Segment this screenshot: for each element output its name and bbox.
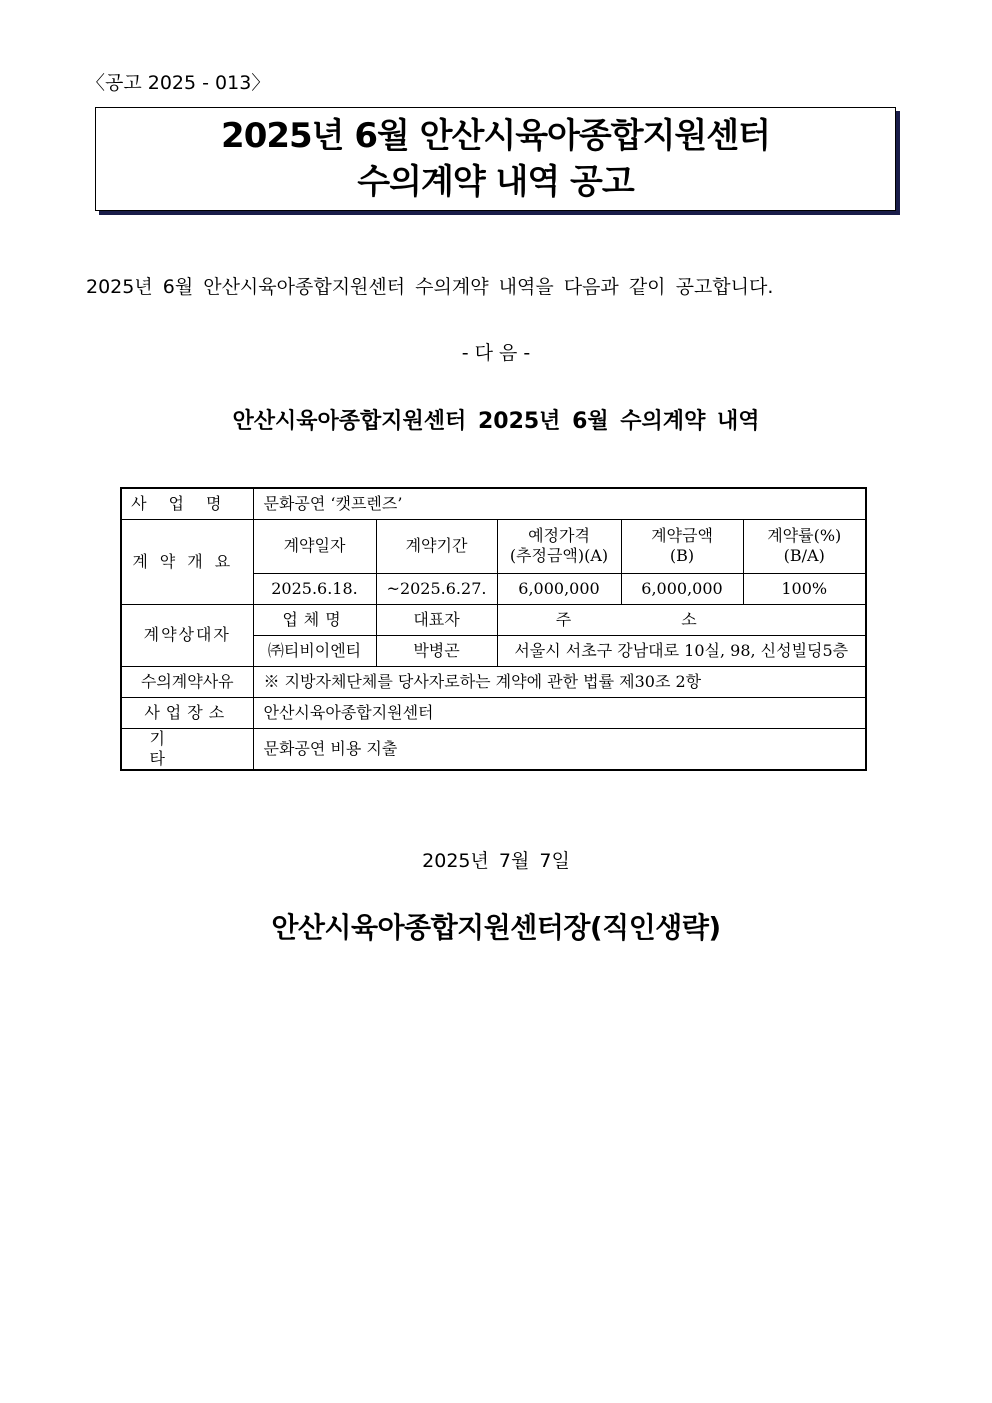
value-address: 서울시 서초구 강남대로 10실, 98, 신성빌딩5층 xyxy=(497,635,866,666)
row-project-name xyxy=(121,488,866,519)
intro-text: 2025년 6월 안산시육아종합지원센터 수의계약 내역을 다음과 같이 공고합니다. xyxy=(86,276,774,298)
value-company: ㈜티비이엔티 xyxy=(253,635,376,666)
value-representative: 박병곤 xyxy=(376,635,497,666)
next-label: - 다 음 - xyxy=(461,342,531,364)
row-overview-headers xyxy=(121,519,866,573)
header-contract-period: 계약기간 xyxy=(376,519,497,573)
title-line-1: 2025년 6월 안산시육아종합지원센터 xyxy=(221,116,770,156)
value-contract-date: 2025.6.18. xyxy=(253,573,376,604)
project-name-value: 문화공연 ‘캣프렌즈’ xyxy=(253,488,866,519)
project-name-label: 사업명 xyxy=(121,488,253,519)
header-contract-rate-sub: (B/A) xyxy=(783,546,825,565)
notice-number: 〈공고 2025 - 013〉 xyxy=(86,72,271,94)
value-contract-period: ~2025.6.27. xyxy=(376,573,497,604)
title-box xyxy=(95,107,896,211)
header-contract-rate xyxy=(743,519,866,573)
signer: 안산시육아종합지원센터장(직인생략) xyxy=(271,911,721,944)
header-contract-date: 계약일자 xyxy=(253,519,376,573)
row-location xyxy=(121,697,866,728)
header-contract-amount xyxy=(621,519,743,573)
header-company: 업체명 xyxy=(253,604,376,635)
table-title: 안산시육아종합지원센터 2025년 6월 수의계약 내역 xyxy=(232,409,760,434)
header-estimated-price-main: 예정가격 xyxy=(528,526,590,545)
location-label: 사업장소 xyxy=(121,697,253,728)
header-estimated-price-sub: (추정금액)(A) xyxy=(509,546,609,565)
header-contract-amount-sub: (B) xyxy=(669,546,695,565)
header-contract-rate-main: 계약률(%) xyxy=(767,526,842,545)
row-etc xyxy=(121,728,866,770)
value-contract-amount: 6,000,000 xyxy=(621,573,743,604)
value-contract-rate: 100% xyxy=(743,573,866,604)
etc-label: 기타 xyxy=(121,728,253,770)
header-representative: 대표자 xyxy=(376,604,497,635)
row-counterparty-headers xyxy=(121,604,866,635)
header-address: 주소 xyxy=(497,604,866,635)
header-contract-amount-main: 계약금액 xyxy=(651,526,713,545)
value-estimated-price: 6,000,000 xyxy=(497,573,621,604)
contract-table xyxy=(120,487,867,771)
notice-date: 2025년 7월 7일 xyxy=(422,850,570,872)
location-value: 안산시육아종합지원센터 xyxy=(253,697,866,728)
overview-label: 계약개요 xyxy=(121,519,253,604)
title-line-2: 수의계약 내역 공고 xyxy=(357,162,634,202)
header-estimated-price xyxy=(497,519,621,573)
reason-value: ※ 지방자체단체를 당사자로하는 계약에 관한 법률 제30조 2항 xyxy=(253,666,866,697)
etc-value: 문화공연 비용 지출 xyxy=(253,728,866,770)
counterparty-label: 계약상대자 xyxy=(121,604,253,666)
reason-label: 수의계약사유 xyxy=(121,666,253,697)
row-reason xyxy=(121,666,866,697)
